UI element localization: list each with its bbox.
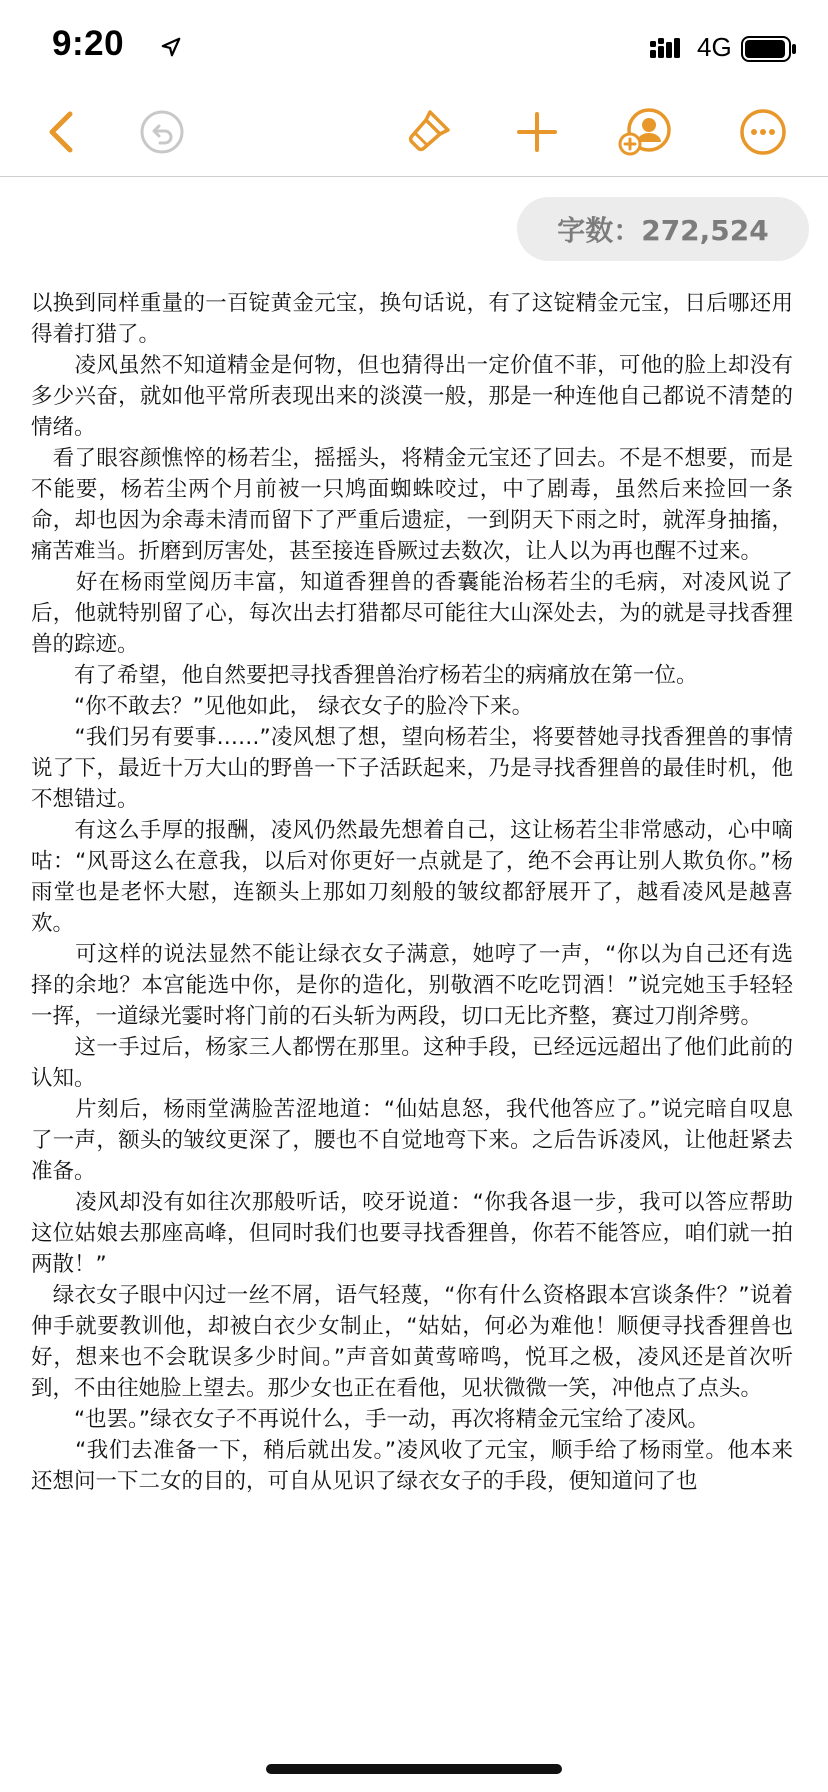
chevron-left-icon bbox=[34, 104, 90, 160]
paragraph[interactable]: 有这么手厚的报酬，凌风仍然最先想着自己，这让杨若尘非常感动，心中嘀咕：“风哥这么在意我，以后对你更好一点就是了，绝不会再让别人欺负你。”杨雨堂也是老怀大慰，连额头上那如刀刻般的皱纹都舒展开了，越看凌风是越喜欢。 bbox=[31, 818, 793, 936]
paragraph[interactable]: 以换到同样重量的一百锭黄金元宝，换句话说，有了这锭精金元宝，日后哪还用得着打猎了。 bbox=[31, 291, 793, 347]
format-button[interactable] bbox=[400, 104, 456, 160]
add-button[interactable] bbox=[509, 104, 565, 160]
paragraph[interactable]: “我们去准备一下，稍后就出发。”凌风收了元宝，顺手给了杨雨堂。他本来还想问一下二女的目的，可自从见识了绿衣女子的手段，便知道问了也 bbox=[31, 1438, 793, 1494]
paragraph[interactable]: 凌风虽然不知道精金是何物，但也猜得出一定价值不菲，可他的脸上却没有多少兴奋，就如他平常所表现出来的淡漠一般，那是一种连他自己都说不清楚的情绪。 bbox=[31, 353, 793, 440]
paragraph[interactable]: 凌风却没有如往次那般听话，咬牙说道：“你我各退一步，我可以答应帮助这位姑娘去那座高峰，但同时我们也要寻找香狸兽，你若不能答应，咱们就一拍两散！” bbox=[31, 1190, 793, 1277]
status-bar bbox=[0, 0, 828, 96]
editor-toolbar bbox=[0, 96, 828, 176]
battery-icon bbox=[741, 36, 797, 62]
paragraph[interactable]: 绿衣女子眼中闪过一丝不屑，语气轻蔑，“你有什么资格跟本宫谈条件？”说着伸手就要教训他，却被白衣少女制止，“姑姑，何必为难他！顺便寻找香狸兽也好，想来也不会耽误多少时间。”声音如黄莺啼鸣，悦耳之极，凌风还是首次听到，不由往她脸上望去。那少女也正在看他，见状微微一笑，冲他点了点头。 bbox=[31, 1283, 793, 1401]
network-type: 4G bbox=[697, 32, 732, 62]
paragraph[interactable]: 看了眼容颜憔悴的杨若尘，摇摇头，将精金元宝还了回去。不是不想要，而是不能要，杨若尘两个月前被一只鸠面蜘蛛咬过，中了剧毒，虽然后来捡回一条命，却也因为余毒未清而留下了严重后遗症，一到阴天下雨之时，就浑身抽搐，痛苦难当。折磨到厉害处，甚至接连昏厥过去数次，让人以为再也醒不过来。 bbox=[31, 446, 793, 564]
paragraph[interactable]: “你不敢去？”见他如此， 绿衣女子的脸冷下来。 bbox=[31, 694, 534, 719]
paragraph[interactable]: “我们另有要事……”凌风想了想，望向杨若尘，将要替她寻找香狸兽的事情说了下，最近十万大山的野兽一下子活跃起来，乃是寻找香狸兽的最佳时机，他不想错过。 bbox=[31, 725, 793, 812]
undo-button[interactable] bbox=[134, 104, 190, 160]
paragraph[interactable]: 片刻后，杨雨堂满脸苦涩地道：“仙姑息怒，我代他答应了。”说完暗自叹息了一声，额头的皱纹更深了，腰也不自觉地弯下来。之后告诉凌风，让他赶紧去准备。 bbox=[31, 1097, 793, 1184]
location-arrow-icon bbox=[160, 36, 182, 58]
cellular-signal-icon bbox=[650, 36, 690, 60]
paintbrush-icon bbox=[400, 104, 456, 160]
back-button[interactable] bbox=[34, 104, 90, 160]
collaborate-button[interactable] bbox=[617, 104, 673, 160]
document-body[interactable] bbox=[31, 288, 793, 1497]
paragraph[interactable]: 可这样的说法显然不能让绿衣女子满意，她哼了一声，“你以为自己还有选择的余地？本宫能选中你，是你的造化，别敬酒不吃吃罚酒！”说完她玉手轻轻一挥，一道绿光霎时将门前的石头斩为两段，切口无比齐整，赛过刀削斧劈。 bbox=[31, 942, 793, 1029]
toolbar-divider bbox=[0, 176, 828, 177]
paragraph[interactable]: 这一手过后，杨家三人都愣在那里。这种手段，已经远远超出了他们此前的认知。 bbox=[31, 1035, 793, 1091]
home-indicator bbox=[266, 1764, 562, 1774]
paragraph[interactable]: 好在杨雨堂阅历丰富，知道香狸兽的香囊能治杨若尘的毛病，对凌风说了后，他就特别留了心，每次出去打猎都尽可能往大山深处去，为的就是寻找香狸兽的踪迹。 bbox=[31, 570, 793, 657]
undo-icon bbox=[134, 104, 190, 160]
status-time: 9:20 bbox=[52, 24, 125, 63]
paragraph[interactable]: “也罢。”绿衣女子不再说什么，手一动，再次将精金元宝给了凌风。 bbox=[31, 1407, 710, 1432]
paragraph[interactable]: 有了希望，他自然要把寻找香狸兽治疗杨若尘的病痛放在第一位。 bbox=[31, 663, 698, 688]
plus-icon bbox=[509, 104, 565, 160]
more-button[interactable] bbox=[735, 104, 791, 160]
add-person-icon bbox=[617, 104, 673, 160]
more-icon bbox=[735, 104, 791, 160]
word-count-badge[interactable]: 字数：272,524 bbox=[517, 197, 809, 261]
